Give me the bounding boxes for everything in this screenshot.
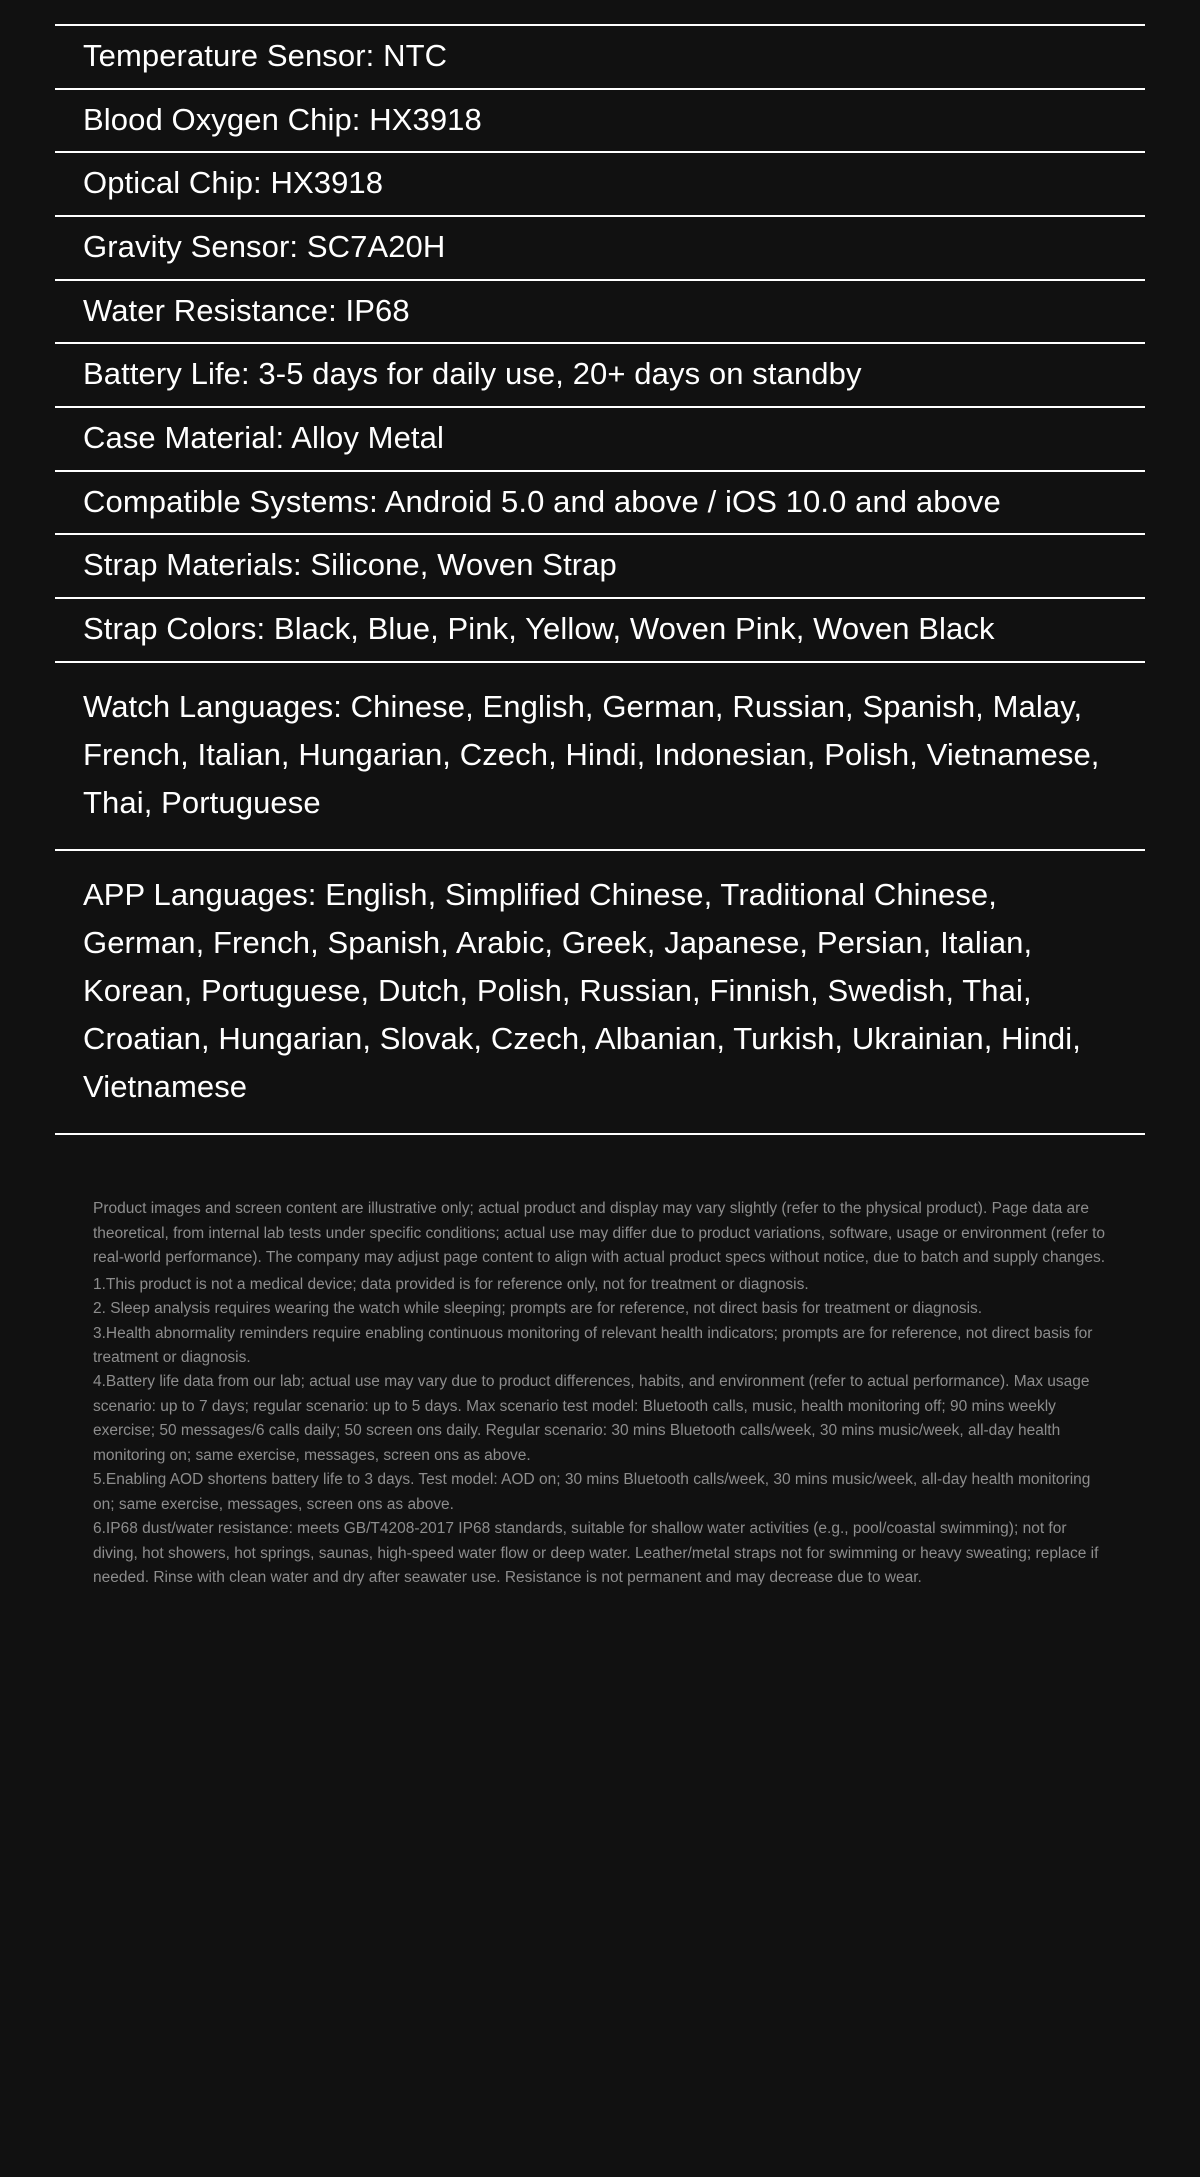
- spec-text: Water Resistance: IP68: [83, 292, 410, 328]
- spec-text: Gravity Sensor: SC7A20H: [83, 229, 446, 265]
- spec-text: Case Material: Alloy Metal: [83, 420, 444, 456]
- spec-text: Strap Colors: Black, Blue, Pink, Yellow, Woven Pink, Woven Black: [83, 611, 995, 647]
- spec-text: Compatible Systems: Android 5.0 and above / iOS 10.0 and above: [83, 483, 1001, 519]
- spec-row: [55, 408, 1145, 470]
- spec-text: Temperature Sensor: NTC: [83, 38, 448, 73]
- disclaimer-intro: Product images and screen content are illustrative only; actual product and display may vary slightly (refer to the physical product). Page data are theoretical, from internal lab tests under specific conditions; actual use may differ due to product variations, software, usage or environment (refer to real-world performance). The company may adjust page content to align with actual product specs without notice, due to batch and supply changes.: [93, 1200, 1106, 1267]
- spec-text: Watch Languages: Chinese, English, German, Russian, Spanish, Malay, French, Italian, Hungarian, Czech, Hindi, Indonesian, Polish, Vietnamese, Thai, Portuguese: [83, 688, 1100, 820]
- spec-row: [55, 153, 1145, 215]
- spec-row: [55, 26, 1145, 88]
- spec-row: [55, 90, 1145, 152]
- spec-row: [55, 472, 1145, 534]
- spec-text: Battery Life: 3-5 days for daily use, 20+ days on standby: [83, 356, 862, 392]
- disclaimer-note: 5.Enabling AOD shortens battery life to 3 days. Test model: AOD on; 30 mins Bluetooth calls/week, 30 mins music/week, all-day health monitoring on; same exercise, messages, screen ons as above.: [93, 1471, 1091, 1513]
- disclaimer-note: 4.Battery life data from our lab; actual use may vary due to product differences, habits, and environment (refer to actual performance). Max usage scenario: up to 7 days; regular scenario: up to 5 days. Max scenario test model: Bluetooth calls, music, health monitoring off; 90 mins weekly exercise; 50 messages/6 calls daily; 50 screen ons daily. Regular scenario: 30 mins Bluetooth calls/week, 30 mins music/week, all-day health monitoring on; same exercise, messages, screen ons as above.: [93, 1373, 1090, 1464]
- spec-text: Blood Oxygen Chip: HX3918: [83, 101, 482, 137]
- disclaimer-note: 3.Health abnormality reminders require enabling continuous monitoring of relevant health indicators; prompts are for reference, not direct basis for treatment or diagnosis.: [93, 1324, 1093, 1366]
- spec-text: Strap Materials: Silicone, Woven Strap: [83, 547, 617, 583]
- disclaimer-note: 6.IP68 dust/water resistance: meets GB/T4208-2017 IP68 standards, suitable for shallow water activities (e.g., pool/coastal swimming); not for diving, hot showers, hot springs, saunas, high-speed water flow or deep water. Leather/metal straps not for swimming or heavy sweating; replace if needed. Rinse with clean water and dry after seawater use. Resistance is not permanent and may decrease due to wear.: [93, 1520, 1099, 1587]
- spec-row: [55, 344, 1145, 406]
- disclaimer-section: [45, 1135, 1155, 1631]
- spec-row-watch-languages: [55, 663, 1145, 849]
- specifications-table: [55, 0, 1145, 1135]
- spec-row-app-languages: [55, 851, 1145, 1133]
- spec-row: [55, 599, 1145, 661]
- spec-row: [55, 535, 1145, 597]
- spec-row: [55, 217, 1145, 279]
- spec-text: APP Languages: English, Simplified Chinese, Traditional Chinese, German, French, Spanish, Arabic, Greek, Japanese, Persian, Italian, Korean, Portuguese, Dutch, Polish, Russian, Finnish, Swedish, Thai, Croatian, Hungarian, Slovak, Czech, Albanian, Turkish, Ukrainian, Hindi, Vietnamese: [83, 876, 1081, 1105]
- disclaimer-note: 2. Sleep analysis requires wearing the watch while sleeping; prompts are for reference, not direct basis for treatment or diagnosis.: [93, 1300, 983, 1318]
- disclaimer-note: 1.This product is not a medical device; data provided is for reference only, not for treatment or diagnosis.: [93, 1275, 809, 1293]
- spec-text: Optical Chip: HX3918: [83, 165, 384, 201]
- spec-row: [55, 281, 1145, 343]
